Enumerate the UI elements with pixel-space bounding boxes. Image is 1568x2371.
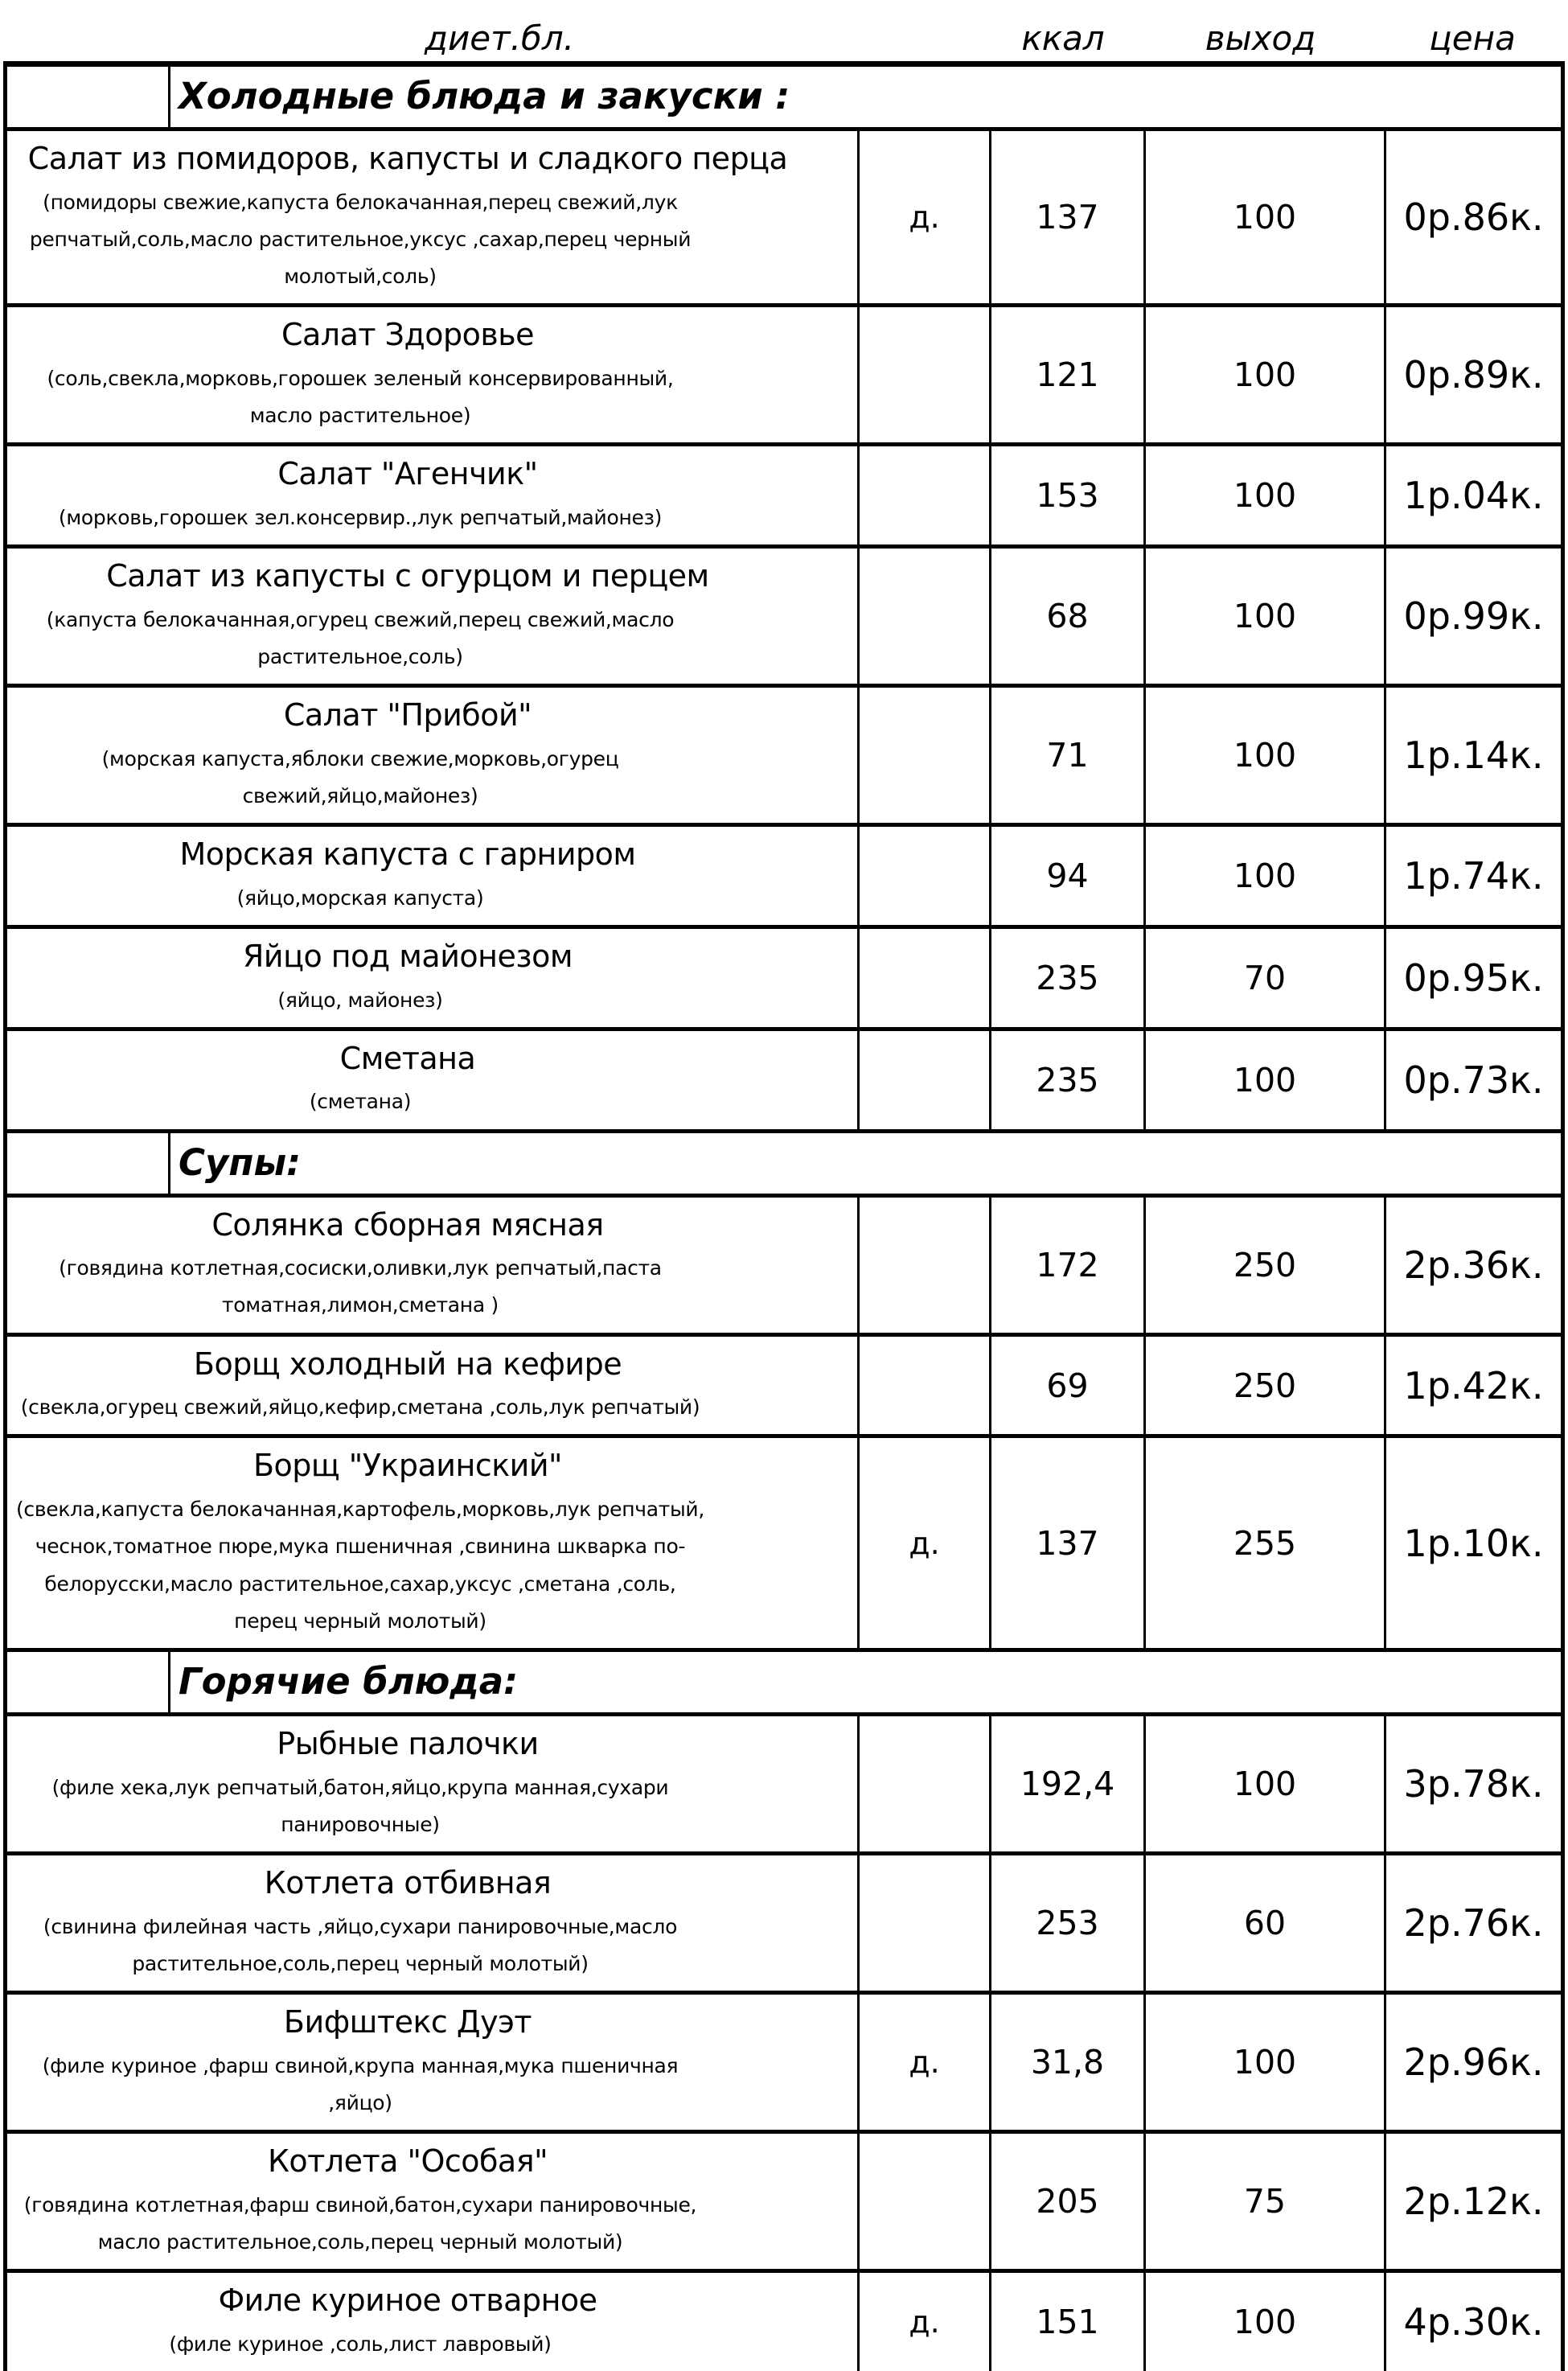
kcal-value: 151: [989, 2273, 1143, 2371]
dish-ingredients: (свинина филейная часть ,яйцо,сухари панировочные,масло растительное,соль,перец черный молотый): [43, 1914, 678, 1975]
column-header-diet: диет.бл.: [424, 18, 575, 58]
price-value: 0р.89к.: [1384, 307, 1561, 442]
kcal-value: 205: [989, 2134, 1143, 2269]
dish-title: Яйцо под майонезом: [243, 939, 573, 975]
output-value: 75: [1143, 2134, 1384, 2269]
diet-mark: [857, 1716, 989, 1851]
kcal-value: 172: [989, 1198, 1143, 1333]
kcal-value: 71: [989, 688, 1143, 823]
output-value: 250: [1143, 1198, 1384, 1333]
price-value: 0р.73к.: [1384, 1031, 1561, 1129]
kcal-value: 235: [989, 929, 1143, 1027]
diet-mark: д.: [857, 2273, 989, 2371]
dish-title: Борщ "Украинский": [252, 1448, 563, 1484]
menu-row: [7, 2130, 1561, 2269]
diet-mark: [857, 446, 989, 544]
dish-title: Борщ холодный на кефире: [193, 1346, 622, 1382]
dish-title: Салат из помидоров, капусты и сладкого перца: [27, 141, 788, 176]
menu-row: [7, 1333, 1561, 1435]
dish-ingredients: (говядина котлетная,сосиски,оливки,лук репчатый,паста томатная,лимон,сметана ): [59, 1256, 662, 1317]
menu-row: [7, 127, 1561, 303]
kcal-value: 137: [989, 1438, 1143, 1648]
menu-row: [7, 1851, 1561, 1991]
output-value: 100: [1143, 688, 1384, 823]
price-value: 1р.42к.: [1384, 1337, 1561, 1435]
output-value: 100: [1143, 1995, 1384, 2130]
price-value: 2р.12к.: [1384, 2134, 1561, 2269]
section-title: Супы:: [168, 1133, 1561, 1194]
output-value: 100: [1143, 446, 1384, 544]
section-title: Горячие блюда:: [168, 1652, 1561, 1712]
kcal-value: 192,4: [989, 1716, 1143, 1851]
dish-ingredients: (яйцо, майонез): [277, 988, 443, 1012]
price-value: 2р.36к.: [1384, 1198, 1561, 1333]
dish-ingredients: (сметана): [309, 1090, 412, 1114]
dish-ingredients: (филе куриное ,соль,лист лавровый): [169, 2332, 552, 2356]
menu-row: [7, 1027, 1561, 1129]
dish-ingredients: (помидоры свежие,капуста белокачанная,перец свежий,лук репчатый,соль,масло растительное,уксус ,сахар,перец черный молотый,соль): [29, 190, 692, 289]
menu-row: [7, 684, 1561, 823]
dish-title: Салат Здоровье: [281, 317, 535, 353]
dish-ingredients: (морковь,горошек зел.консервир.,лук репчатый,майонез): [58, 505, 663, 529]
dish-ingredients: (капуста белокачанная,огурец свежий,перец свежий,масло растительное,соль): [46, 607, 675, 668]
dish-title: Салат "Агенчик": [277, 456, 538, 492]
price-value: 4р.30к.: [1384, 2273, 1561, 2371]
diet-mark: [857, 929, 989, 1027]
dish-ingredients: (филе куриное ,фарш свиной,крупа манная,мука пшеничная ,яйцо): [42, 2053, 679, 2114]
dish-cell: [7, 1995, 857, 2130]
dish-title: Солянка сборная мясная: [211, 1206, 604, 1243]
output-value: 100: [1143, 827, 1384, 925]
menu-row: [7, 2269, 1561, 2371]
dish-cell: [7, 2273, 857, 2371]
diet-mark: д.: [857, 131, 989, 303]
output-value: 100: [1143, 131, 1384, 303]
menu-row: [7, 1991, 1561, 2130]
dish-title: Сметана: [339, 1040, 476, 1076]
diet-mark: [857, 688, 989, 823]
diet-mark: [857, 1855, 989, 1991]
dish-cell: [7, 827, 857, 925]
kcal-value: 137: [989, 131, 1143, 303]
kcal-value: 253: [989, 1855, 1143, 1991]
dish-cell: [7, 688, 857, 823]
output-value: 60: [1143, 1855, 1384, 1991]
section-row: [7, 67, 1561, 127]
section-title: Холодные блюда и закуски :: [168, 67, 1561, 127]
menu-row: [7, 1434, 1561, 1648]
diet-mark: [857, 827, 989, 925]
output-value: 100: [1143, 1031, 1384, 1129]
output-value: 100: [1143, 549, 1384, 684]
menu-row: [7, 1712, 1561, 1851]
section-row: [7, 1129, 1561, 1194]
output-value: 255: [1143, 1438, 1384, 1648]
dish-title: Котлета отбивная: [264, 1865, 552, 1901]
dish-ingredients: (свекла,огурец свежий,яйцо,кефир,сметана ,соль,лук репчатый): [20, 1395, 700, 1420]
dish-cell: [7, 446, 857, 544]
table-column-headers: [0, 0, 1568, 61]
dish-cell: [7, 2134, 857, 2269]
price-value: 1р.04к.: [1384, 446, 1561, 544]
price-value: 2р.96к.: [1384, 1995, 1561, 2130]
dish-cell: [7, 1855, 857, 1991]
dish-ingredients: (свекла,капуста белокачанная,картофель,морковь,лук репчатый, чеснок,томатное пюре,мука пшеничная ,свинина шкварка по-белорусски,масло растительное,сахар,уксус ,сметана ,соль, перец черный молотый): [15, 1498, 705, 1633]
menu-row: [7, 303, 1561, 442]
diet-mark: [857, 549, 989, 684]
kcal-value: 121: [989, 307, 1143, 442]
price-value: 2р.76к.: [1384, 1855, 1561, 1991]
column-header-kcal: ккал: [1021, 18, 1105, 58]
diet-mark: [857, 307, 989, 442]
menu-row: [7, 925, 1561, 1027]
kcal-value: 94: [989, 827, 1143, 925]
diet-mark: [857, 1198, 989, 1333]
price-value: 0р.99к.: [1384, 549, 1561, 684]
diet-mark: [857, 1337, 989, 1435]
dish-title: Котлета "Особая": [267, 2143, 548, 2180]
price-value: 1р.14к.: [1384, 688, 1561, 823]
dish-cell: [7, 131, 857, 303]
diet-mark: д.: [857, 1995, 989, 2130]
menu-row: [7, 1194, 1561, 1333]
kcal-value: 68: [989, 549, 1143, 684]
dish-ingredients: (морская капуста,яблоки свежие,морковь,огурец свежий,яйцо,майонез): [101, 746, 619, 807]
price-value: 1р.10к.: [1384, 1438, 1561, 1648]
dish-cell: [7, 1198, 857, 1333]
diet-mark: [857, 1031, 989, 1129]
kcal-value: 69: [989, 1337, 1143, 1435]
dish-title: Филе куриное отварное: [218, 2283, 597, 2319]
column-header-price: цена: [1429, 18, 1516, 58]
dish-ingredients: (говядина котлетная,фарш свиной,батон,сухари панировочные, масло растительное,соль,перец черный молотый): [23, 2192, 697, 2254]
menu-row: [7, 442, 1561, 544]
price-value: 0р.95к.: [1384, 929, 1561, 1027]
kcal-value: 235: [989, 1031, 1143, 1129]
dish-title: Салат "Прибой": [283, 697, 532, 733]
price-value: 3р.78к.: [1384, 1716, 1561, 1851]
menu-row: [7, 544, 1561, 684]
dish-cell: [7, 1337, 857, 1435]
dish-ingredients: (филе хека,лук репчатый,батон,яйцо,крупа манная,сухари панировочные): [51, 1775, 669, 1836]
dish-title: Рыбные палочки: [277, 1726, 539, 1762]
section-row: [7, 1648, 1561, 1712]
dish-cell: [7, 929, 857, 1027]
dish-cell: [7, 549, 857, 684]
price-value: 1р.74к.: [1384, 827, 1561, 925]
dish-title: Бифштекс Дуэт: [283, 2004, 532, 2040]
diet-mark: [857, 2134, 989, 2269]
output-value: 100: [1143, 1716, 1384, 1851]
dish-ingredients: (яйцо,морская капуста): [236, 886, 484, 910]
dish-cell: [7, 1438, 857, 1648]
dish-cell: [7, 307, 857, 442]
output-value: 70: [1143, 929, 1384, 1027]
dish-title: Морская капуста с гарниром: [179, 836, 636, 873]
price-value: 0р.86к.: [1384, 131, 1561, 303]
dish-title: Салат из капусты с огурцом и перцем: [106, 558, 709, 594]
output-value: 100: [1143, 2273, 1384, 2371]
dish-cell: [7, 1716, 857, 1851]
menu-table: [3, 61, 1565, 2371]
dish-ingredients: (соль,свекла,морковь,горошек зеленый консервированный, масло растительное): [47, 366, 674, 428]
dish-cell: [7, 1031, 857, 1129]
kcal-value: 153: [989, 446, 1143, 544]
diet-mark: д.: [857, 1438, 989, 1648]
menu-row: [7, 823, 1561, 925]
output-value: 100: [1143, 307, 1384, 442]
kcal-value: 31,8: [989, 1995, 1143, 2130]
output-value: 250: [1143, 1337, 1384, 1435]
column-header-output: выход: [1205, 18, 1316, 58]
